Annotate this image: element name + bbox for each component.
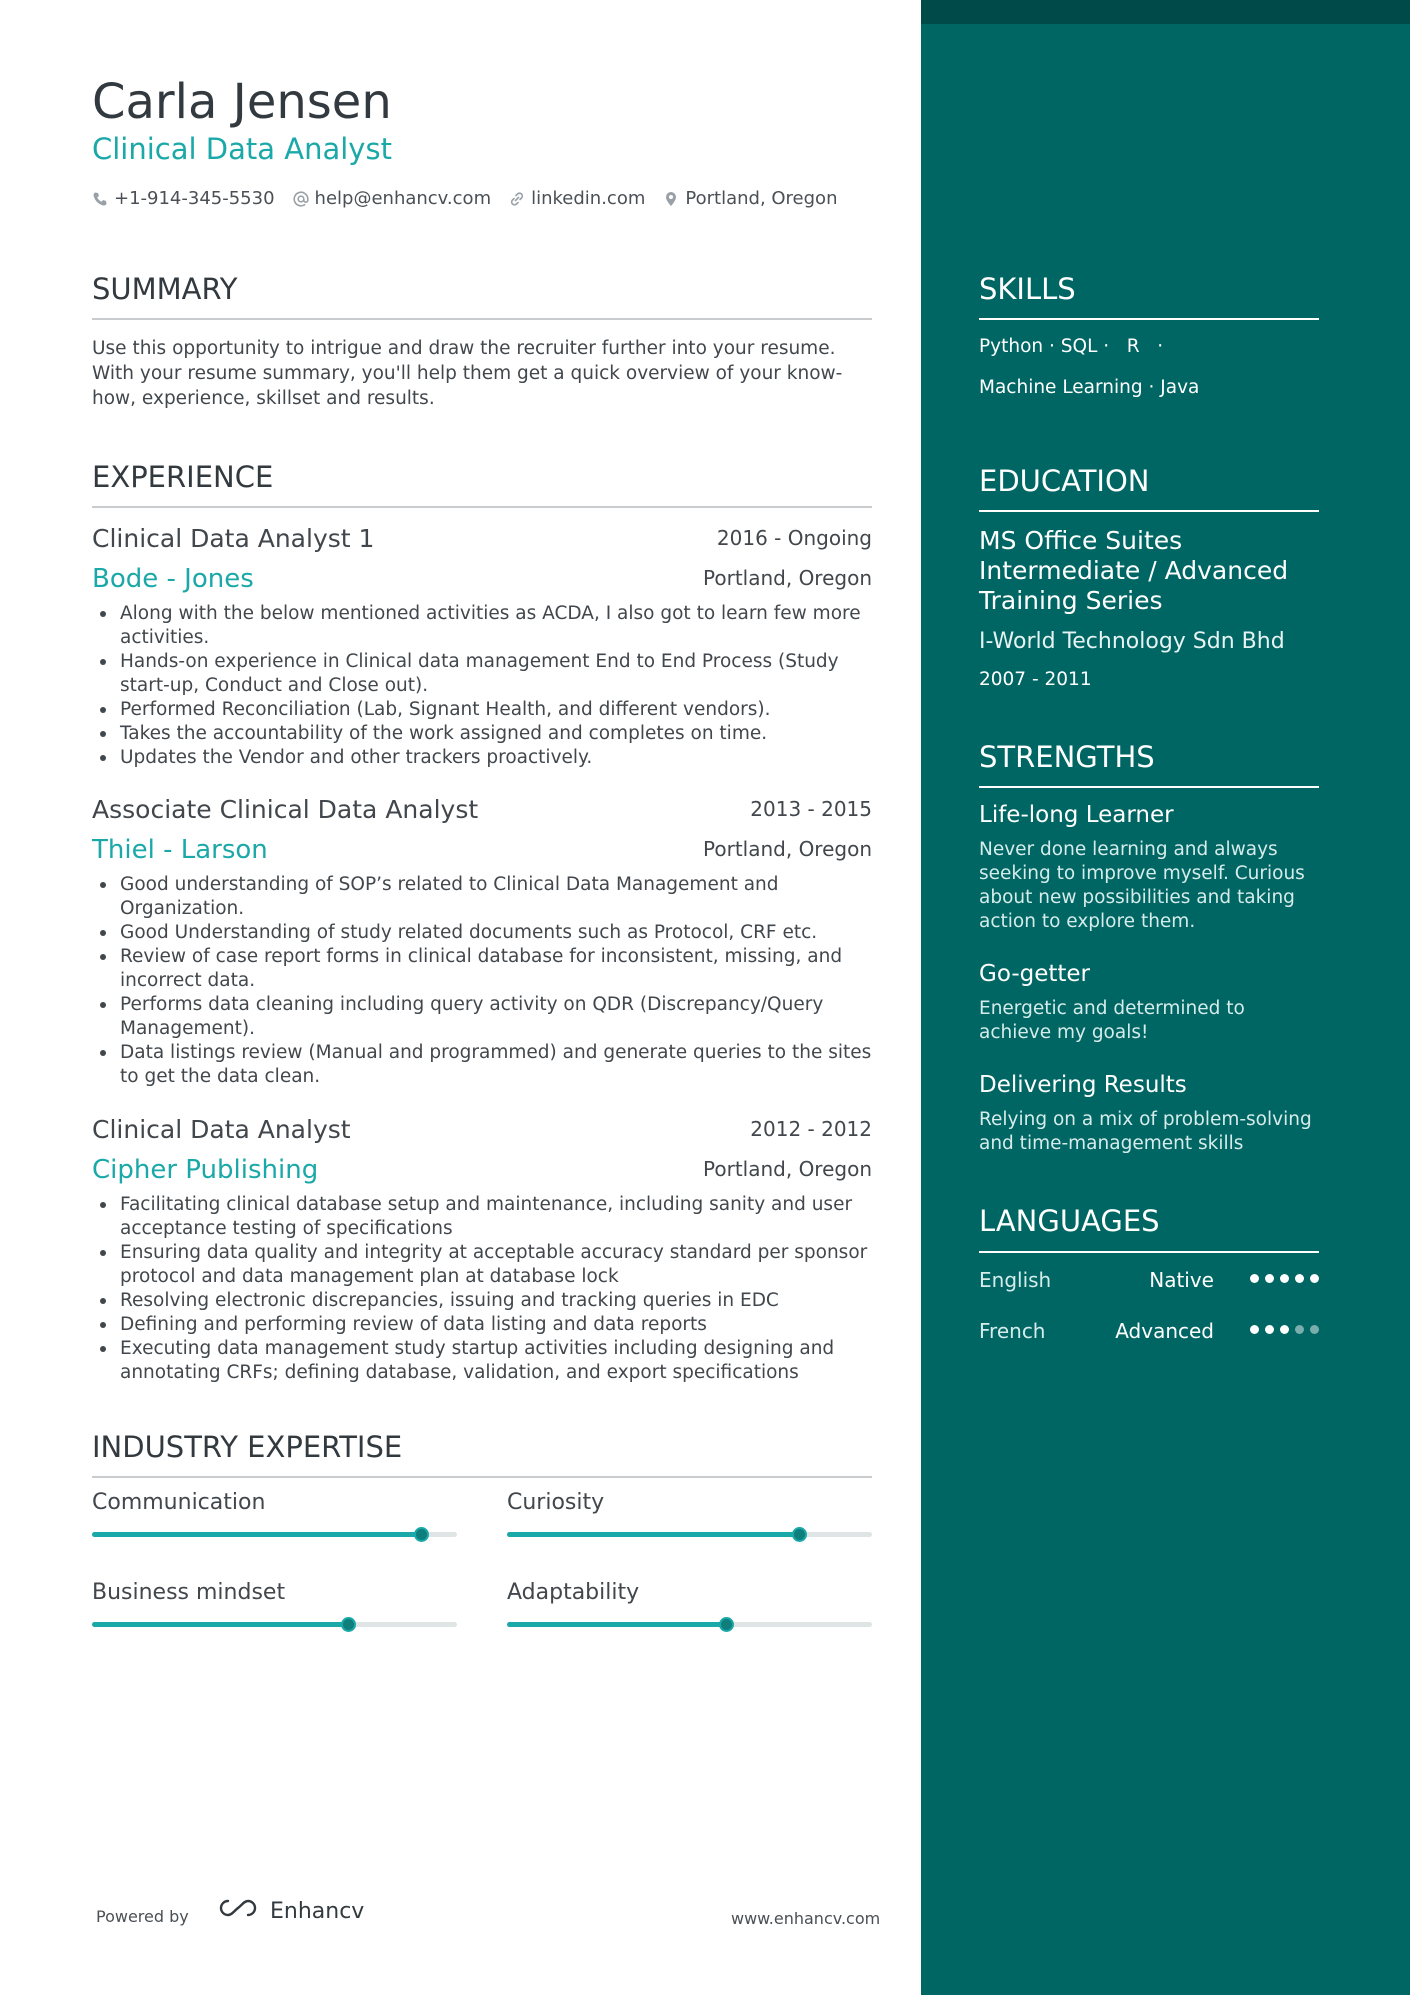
language-dot-filled [1310,1274,1319,1283]
contact-email[interactable] [293,188,492,209]
education-degree: Training Series [979,586,1163,615]
expertise-item [92,1490,457,1515]
job-company: Thiel - Larson [92,835,268,865]
linkedin-text: linkedin.com [531,188,646,209]
at-icon [293,191,309,207]
job-bullet: Review of case report forms in clinical database for inconsistent, missing, and incorrect data. [120,945,872,993]
language-row [979,1319,1319,1345]
job-bullet: Resolving electronic discrepancies, issuing and tracking queries in EDC [120,1289,872,1313]
language-dots [1250,1274,1319,1283]
phone-text: +1-914-345-5530 [114,188,275,209]
job-title: Associate Clinical Data Analyst [92,795,479,824]
footer-brand[interactable] [214,1897,364,1925]
expertise-track [507,1622,872,1627]
job-bullet: Takes the accountability of the work assigned and completes on time. [120,722,872,746]
language-dot-empty [1295,1325,1304,1334]
expertise-item [92,1580,457,1605]
language-dot-filled [1265,1274,1274,1283]
job-bullets [92,1193,872,1385]
email-text: help@enhancv.com [314,188,492,209]
strength-title: Delivering Results [979,1072,1187,1098]
summary-divider [92,318,872,320]
expertise-heading: INDUSTRY EXPERTISE [92,1430,403,1464]
job-bullet: Performed Reconciliation (Lab, Signant Health, and different vendors). [120,698,872,722]
job-bullet: Performs data cleaning including query activity on QDR (Discrepancy/Query Management). [120,993,872,1041]
expertise-knob [792,1527,807,1542]
job-location: Portland, Oregon [703,837,872,861]
education-divider [979,510,1319,512]
link-icon [509,191,525,207]
job-dates: 2012 - 2012 [750,1117,872,1141]
expertise-track [92,1532,457,1537]
job-title: Clinical Data Analyst 1 [92,524,375,553]
contact-bar [92,188,837,209]
language-level: Advanced [1115,1319,1214,1343]
job-bullets [92,873,872,1089]
language-row [979,1268,1319,1294]
footer-powered-by: Powered by [96,1907,189,1926]
expertise-fill [507,1622,726,1627]
footer-url[interactable]: www.enhancv.com [731,1909,881,1928]
job-location: Portland, Oregon [703,566,872,590]
languages-heading: LANGUAGES [979,1204,1160,1238]
strength-text: Energetic and determined to achieve my goals! [979,998,1245,1043]
candidate-title: Clinical Data Analyst [92,132,392,166]
job-bullet: Hands-on experience in Clinical data management End to End Process (Study start-up, Conduct and Close out). [120,650,872,698]
job-bullets [92,602,872,770]
expertise-knob [414,1527,429,1542]
job-company: Cipher Publishing [92,1155,319,1185]
contact-linkedin[interactable] [509,188,645,209]
sidebar [921,0,1410,1995]
job-bullet: Ensuring data quality and integrity at acceptable accuracy standard per sponsor protocol and data management plan at database lock [120,1241,872,1289]
job-bullet: Updates the Vendor and other trackers proactively. [120,746,872,770]
language-dot-filled [1280,1274,1289,1283]
location-pin-icon [663,191,679,207]
language-name: French [979,1319,1046,1343]
skills-heading: SKILLS [979,272,1076,306]
language-name: English [979,1268,1052,1292]
skills-line: Python · SQL · R · [979,336,1164,357]
contact-location [663,188,837,209]
expertise-label: Curiosity [507,1490,605,1515]
strength-text: Never done learning and always seeking to improve myself. Curious about new possibilities and taking action to explore them. [979,839,1305,932]
expertise-knob [719,1617,734,1632]
language-dot-filled [1280,1325,1289,1334]
language-dot-filled [1265,1325,1274,1334]
expertise-divider [92,1476,872,1478]
expertise-label: Adaptability [507,1580,640,1605]
strengths-heading: STRENGTHS [979,740,1155,774]
expertise-track [92,1622,457,1627]
job-bullet: Facilitating clinical database setup and maintenance, including sanity and user acceptance testing of specifications [120,1193,872,1241]
job-company: Bode - Jones [92,564,254,594]
job-location: Portland, Oregon [703,1157,872,1181]
expertise-fill [92,1622,348,1627]
education-degree: Intermediate / Advanced [979,556,1289,585]
summary-heading: SUMMARY [92,272,238,306]
language-dot-filled [1250,1325,1259,1334]
location-text: Portland, Oregon [685,188,838,209]
job-dates: 2013 - 2015 [750,797,872,821]
strength-text: Relying on a mix of problem-solving and time-management skills [979,1109,1312,1154]
job-bullet: Executing data management study startup activities including designing and annotating CRFs; defining database, validation, and export specifications [120,1337,872,1385]
strength-title: Life-long Learner [979,802,1174,828]
skills-divider [979,318,1319,320]
expertise-knob [341,1617,356,1632]
job-dates: 2016 - Ongoing [716,526,872,550]
job-bullet: Good understanding of SOP’s related to Clinical Data Management and Organization. [120,873,872,921]
phone-icon [92,191,108,207]
footer-brand-text: Enhancv [270,1898,365,1924]
sidebar-top-band [921,0,1410,24]
contact-phone[interactable] [92,188,275,209]
education-heading: EDUCATION [979,464,1150,498]
education-school: I-World Technology Sdn Bhd [979,629,1285,654]
expertise-fill [92,1532,421,1537]
education-degree: MS Office Suites [979,526,1183,555]
expertise-track [507,1532,872,1537]
expertise-fill [507,1532,799,1537]
expertise-label: Communication [92,1490,266,1515]
expertise-item [507,1490,872,1515]
language-dots [1250,1325,1319,1334]
language-level: Native [1149,1268,1214,1292]
enhancv-logo-icon [214,1897,262,1925]
education-dates: 2007 - 2011 [979,669,1092,690]
language-dot-empty [1310,1325,1319,1334]
candidate-name: Carla Jensen [92,74,392,130]
job-title: Clinical Data Analyst [92,1115,351,1144]
strengths-divider [979,786,1319,788]
language-dot-filled [1250,1274,1259,1283]
job-bullet: Good Understanding of study related documents such as Protocol, CRF etc. [120,921,872,945]
expertise-label: Business mindset [92,1580,286,1605]
experience-heading: EXPERIENCE [92,460,274,494]
job-bullet: Data listings review (Manual and programmed) and generate queries to the sites to get the data clean. [120,1042,872,1087]
language-dot-filled [1295,1274,1304,1283]
languages-divider [979,1251,1319,1253]
job-bullet: Defining and performing review of data listing and data reports [120,1313,872,1337]
skills-line: Machine Learning · Java [979,377,1200,398]
expertise-item [507,1580,872,1605]
job-bullet: Along with the below mentioned activities as ACDA, I also got to learn few more activities. [120,602,872,650]
experience-divider [92,506,872,508]
summary-text: Use this opportunity to intrigue and draw the recruiter further into your resume. With your resume summary, you'll help them get a quick overview of your know-how, experience, skillset and results. [92,338,843,409]
strength-title: Go-getter [979,961,1091,987]
